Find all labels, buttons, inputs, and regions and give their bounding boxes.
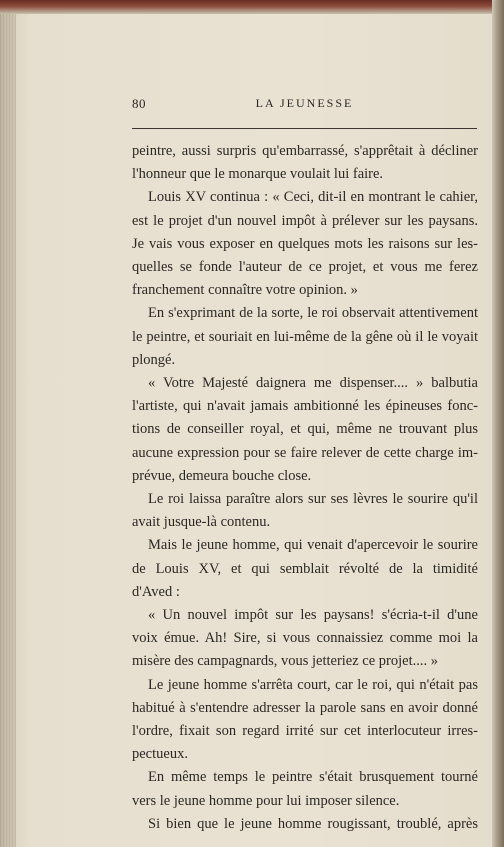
running-title: LA JEUNESSE [255, 96, 354, 110]
text-line: En même temps le peintre s'était brusquement tourné [148, 769, 478, 786]
right-page-edge [492, 0, 504, 847]
text-line: est le projet d'un nouvel impôt à prélever sur les paysans. [132, 212, 478, 229]
text-line: peintre, aussi surpris qu'embarrassé, s'apprêtait à décliner [132, 143, 478, 159]
text-line: franchement connaître votre opinion. » [132, 282, 358, 299]
page-number: 80 [132, 96, 146, 111]
text-line: « Un nouvel impôt sur les paysans! s'écria-t-il d'une [148, 607, 478, 624]
text-line: Je vais vous exposer en quelques mots les raisons sur les- [132, 235, 478, 252]
text-line: vers le jeune homme pour lui imposer silence. [132, 792, 400, 809]
text-line: plongé. [132, 351, 176, 368]
text-line: l'ordre, fixait son regard irrité sur cet interlocuteur irres- [132, 723, 478, 740]
text-line: Le roi laissa paraître alors sur ses lèvres le sourire qu'il [148, 491, 478, 508]
text-line: Louis XV continua : « Ceci, dit-il en montrant le cahier, [148, 189, 478, 206]
text-line: « Votre Majesté daignera me dispenser.... » balbutia [148, 375, 478, 392]
text-line: l'artiste, qui n'avait jamais ambitionné les épineuses fonc- [132, 398, 478, 415]
running-head [132, 96, 477, 114]
text-line: voix émue. Ah! Sire, si vous connaissiez comme moi la [132, 630, 478, 647]
text-line: quelles se fonde l'auteur de ce projet, et vous me ferez [132, 259, 478, 276]
text-line: avait jusque-là contenu. [132, 514, 271, 531]
header-rule [132, 128, 477, 129]
text-line: prévue, demeura bouche close. [132, 467, 312, 484]
text-line: l'honneur que le monarque voulait lui faire. [132, 166, 384, 183]
text-line: le peintre, et souriait en lui-même de la gêne où il le voyait [132, 328, 478, 345]
book-page [14, 10, 492, 847]
text-line: Mais le jeune homme, qui venait d'apercevoir le sourire [148, 537, 478, 554]
text-line: pectueux. [132, 746, 188, 763]
text-line: habitué à s'entendre adresser la parole sans en avoir donné [132, 699, 478, 716]
text-line: d'Aved : [132, 583, 180, 600]
text-line: Le jeune homme s'arrêta court, car le roi, qui n'était pas [148, 676, 478, 693]
text-line: En s'exprimant de la sorte, le roi observait attentivement [148, 305, 478, 322]
text-line: tions de conseiller royal, et qui, même ne trouvant plus [132, 421, 478, 438]
text-line: misère des campagnards, vous jetteriez ce projet.... » [132, 653, 438, 670]
body-text [132, 140, 478, 836]
text-line: aucune expression pour se faire relever de cette charge im- [132, 444, 478, 461]
text-line: Si bien que le jeune homme rougissant, troublé, après [148, 815, 478, 832]
text-line: de Louis XV, et qui semblait révolté de la timidité [132, 560, 478, 577]
